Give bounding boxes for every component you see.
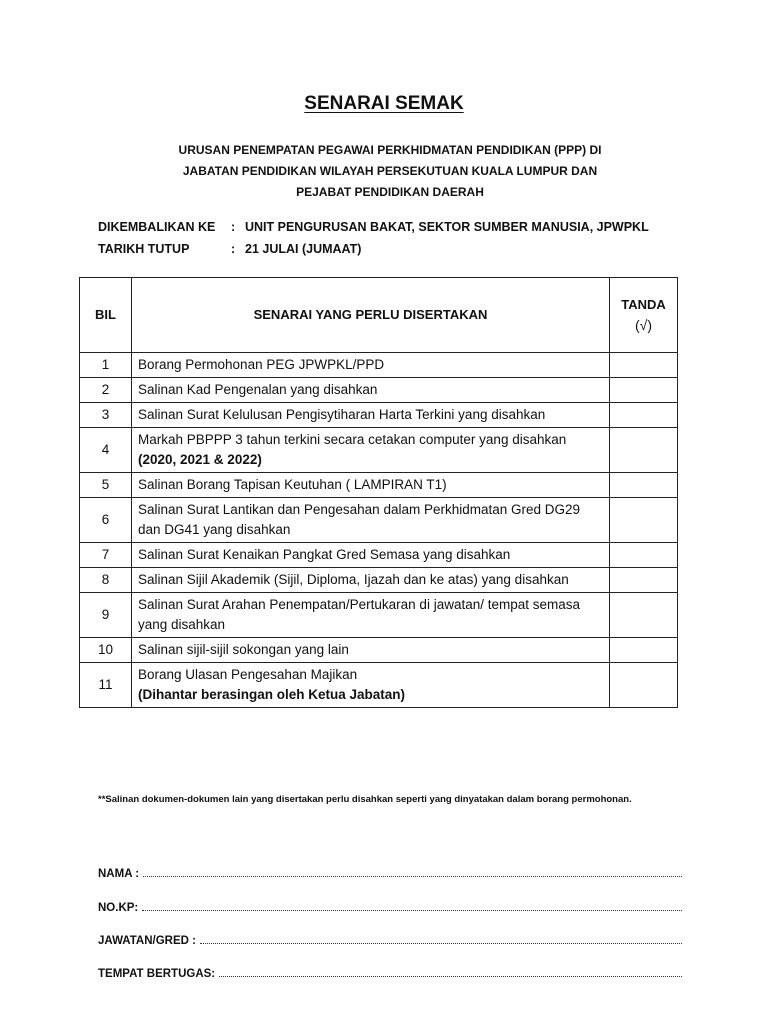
row-text: Salinan Surat Arahan Penempatan/Pertukaran di jawatan/ tempat semasa yang disahkan — [138, 597, 581, 632]
subtitle-line-2: JABATAN PENDIDIKAN WILAYAH PERSEKUTUAN KUALA LUMPUR DAN — [182, 164, 598, 178]
row-description — [132, 638, 610, 663]
table-row-4 — [80, 428, 678, 473]
document-title: SENARAI SEMAK — [304, 93, 464, 114]
tick-mark-symbol: (√) — [634, 317, 652, 333]
nokp-label: NO.KP: — [98, 902, 139, 914]
row-number: 1 — [80, 353, 132, 378]
subtitle-line-3: PEJABAT PENDIDIKAN DAERAH — [296, 185, 484, 199]
deadline-label: TARIKH TUTUP — [98, 242, 190, 256]
table-row-9 — [80, 593, 678, 638]
row-description — [132, 403, 610, 428]
row-description — [132, 353, 610, 378]
document-subtitle — [120, 140, 660, 203]
tempat-bertugas-label: TEMPAT BERTUGAS: — [98, 968, 216, 980]
tick-cell[interactable] — [610, 638, 678, 663]
header-bil: BIL — [80, 278, 132, 353]
jawatan-gred-dotted-line — [200, 934, 682, 944]
return-to-value: UNIT PENGURUSAN BAKAT, SEKTOR SUMBER MANUSIA, JPWPKL — [245, 220, 649, 234]
row-text: Salinan Surat Kelulusan Pengisytiharan Harta Terkini yang disahkan — [138, 407, 546, 422]
nama-field[interactable] — [98, 867, 682, 880]
header-senarai: SENARAI YANG PERLU DISERTAKAN — [132, 278, 610, 353]
tick-cell[interactable] — [610, 543, 678, 568]
footnote: **Salinan dokumen-dokumen lain yang disertakan perlu disahkan seperti yang dinyatakan dalam borang permohonan. — [98, 794, 632, 805]
nokp-dotted-line — [142, 901, 682, 911]
tempat-bertugas-dotted-line — [219, 967, 682, 977]
table-row-6 — [80, 498, 678, 543]
subtitle-line-1: URUSAN PENEMPATAN PEGAWAI PERKHIDMATAN PENDIDIKAN (PPP) DI — [178, 143, 602, 157]
row-description — [132, 543, 610, 568]
table-row-8 — [80, 568, 678, 593]
table-row-10 — [80, 638, 678, 663]
table-row-7 — [80, 543, 678, 568]
row-description — [132, 473, 610, 498]
return-to-label: DIKEMBALIKAN KE — [98, 220, 216, 234]
jawatan-gred-label: JAWATAN/GRED : — [98, 935, 196, 947]
nama-label: NAMA : — [98, 868, 140, 880]
row-number: 8 — [80, 568, 132, 593]
nama-dotted-line — [143, 867, 682, 877]
table-row-11 — [80, 663, 678, 708]
row-description — [132, 593, 610, 638]
row-bold-text: (2020, 2021 & 2022) — [138, 452, 262, 467]
header-tanda-label: TANDA — [621, 297, 666, 312]
tick-cell[interactable] — [610, 498, 678, 543]
tick-cell[interactable] — [610, 353, 678, 378]
row-text: Salinan Sijil Akademik (Sijil, Diploma, Ijazah dan ke atas) yang disahkan — [138, 572, 569, 587]
return-to-separator: : — [231, 220, 236, 234]
deadline-value: 21 JULAI (JUMAAT) — [245, 242, 362, 256]
tempat-bertugas-field[interactable] — [98, 967, 682, 980]
tick-cell[interactable] — [610, 378, 678, 403]
row-text: Borang Ulasan Pengesahan Majikan — [138, 667, 358, 682]
table-row-5 — [80, 473, 678, 498]
row-number: 11 — [80, 663, 132, 708]
tick-cell[interactable] — [610, 473, 678, 498]
tick-cell[interactable] — [610, 428, 678, 473]
row-number: 10 — [80, 638, 132, 663]
return-to-line — [98, 220, 649, 234]
table-header-row — [80, 278, 678, 353]
row-number: 5 — [80, 473, 132, 498]
deadline-line — [98, 242, 361, 256]
table-row-2 — [80, 378, 678, 403]
row-number: 7 — [80, 543, 132, 568]
checklist-table — [79, 277, 678, 708]
row-bold-text: (Dihantar berasingan oleh Ketua Jabatan) — [138, 687, 406, 702]
table-row-3 — [80, 403, 678, 428]
row-text: Salinan Surat Lantikan dan Pengesahan dalam Perkhidmatan Gred DG29 dan DG41 yang disahkan — [138, 502, 581, 537]
row-text: Salinan Surat Kenaikan Pangkat Gred Semasa yang disahkan — [138, 547, 511, 562]
row-description — [132, 663, 610, 708]
row-description — [132, 378, 610, 403]
row-text: Borang Permohonan PEG JPWPKL/PPD — [138, 357, 385, 372]
row-number: 6 — [80, 498, 132, 543]
row-description — [132, 428, 610, 473]
row-description — [132, 568, 610, 593]
row-text: Salinan Borang Tapisan Keutuhan ( LAMPIRAN T1) — [138, 477, 447, 492]
jawatan-gred-field[interactable] — [98, 934, 682, 947]
tick-cell[interactable] — [610, 403, 678, 428]
row-text: Salinan Kad Pengenalan yang disahkan — [138, 382, 378, 397]
tick-cell[interactable] — [610, 568, 678, 593]
row-description — [132, 498, 610, 543]
deadline-separator: : — [231, 242, 236, 256]
row-number: 4 — [80, 428, 132, 473]
row-text: Salinan sijil-sijil sokongan yang lain — [138, 642, 349, 657]
row-number: 9 — [80, 593, 132, 638]
table-row-1 — [80, 353, 678, 378]
nokp-field[interactable] — [98, 901, 682, 914]
tick-cell[interactable] — [610, 663, 678, 708]
row-text: Markah PBPPP 3 tahun terkini secara cetakan computer yang disahkan — [138, 432, 567, 447]
row-number: 2 — [80, 378, 132, 403]
header-tanda — [610, 278, 678, 353]
row-number: 3 — [80, 403, 132, 428]
tick-cell[interactable] — [610, 593, 678, 638]
